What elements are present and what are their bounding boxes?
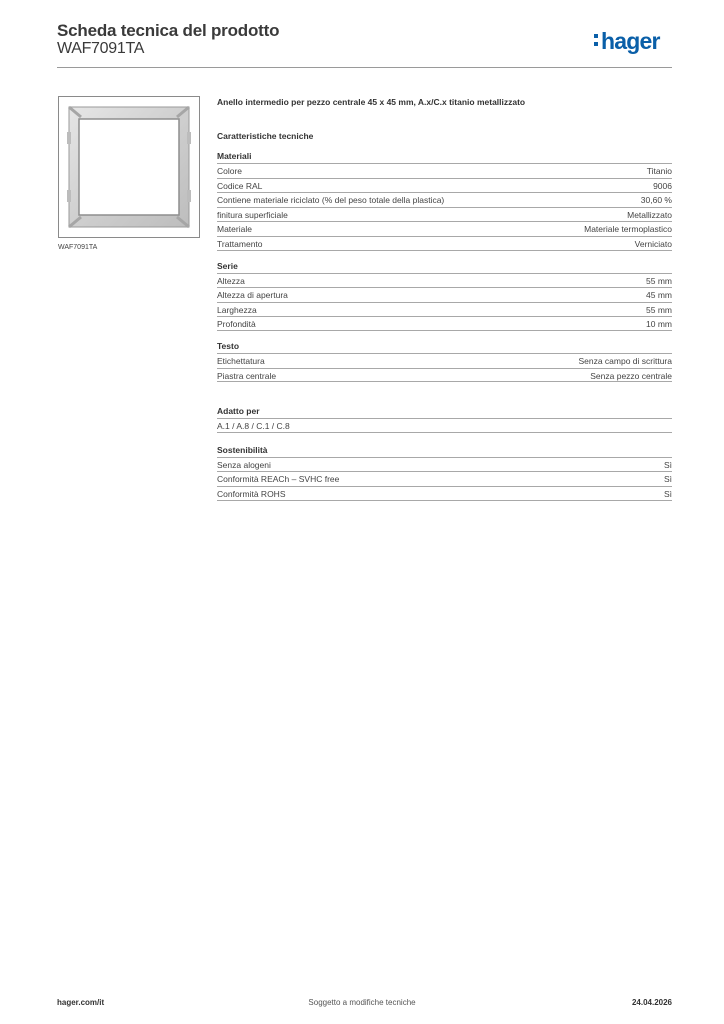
spec-row bbox=[217, 192, 672, 207]
spec-value: 55 mm bbox=[646, 275, 672, 286]
spec-row bbox=[217, 178, 672, 193]
spec-value: Senza campo di scrittura bbox=[578, 355, 672, 366]
spec-rows bbox=[217, 163, 672, 251]
spec-group bbox=[217, 404, 672, 433]
footer-note: Soggetto a modifiche tecniche bbox=[308, 998, 416, 1007]
spec-row bbox=[217, 418, 672, 433]
spec-row bbox=[217, 221, 672, 236]
spec-label: A.1 / A.8 / C.1 / C.8 bbox=[217, 421, 290, 432]
group-title: Testo bbox=[217, 340, 240, 351]
spec-row bbox=[217, 273, 672, 288]
group-title: Adatto per bbox=[217, 406, 260, 417]
spec-value: Senza pezzo centrale bbox=[590, 370, 672, 381]
spec-label: Codice RAL bbox=[217, 180, 263, 191]
spec-label: Altezza bbox=[217, 275, 245, 286]
spec-row bbox=[217, 287, 672, 302]
spec-row bbox=[217, 236, 672, 251]
spec-value: 45 mm bbox=[646, 290, 672, 301]
spec-label: Senza alogeni bbox=[217, 459, 271, 470]
spec-row bbox=[217, 457, 672, 472]
spec-group bbox=[217, 149, 672, 251]
spec-value: Sì bbox=[663, 474, 672, 485]
spec-value: Sì bbox=[663, 459, 672, 470]
spec-label: Contiene materiale riciclato (% del peso totale della plastica) bbox=[217, 195, 445, 206]
spec-row bbox=[217, 302, 672, 317]
product-description: Anello intermedio per pezzo centrale 45 x 45 mm, A.x/C.x titanio metallizzato bbox=[217, 97, 526, 107]
spec-label: Profondità bbox=[217, 319, 256, 330]
spec-label: Altezza di apertura bbox=[217, 290, 288, 301]
hager-logo bbox=[594, 28, 660, 55]
spec-row bbox=[217, 207, 672, 222]
footer-website[interactable]: hager.com/it bbox=[57, 998, 105, 1007]
spec-row bbox=[217, 353, 672, 368]
spec-value: 10 mm bbox=[646, 319, 672, 330]
spec-group bbox=[217, 259, 672, 331]
spec-value: Verniciato bbox=[634, 238, 672, 249]
spec-groups bbox=[217, 149, 672, 501]
section-label: Caratteristiche tecniche bbox=[217, 131, 314, 141]
group-title: Materiali bbox=[217, 151, 252, 161]
spec-row bbox=[217, 368, 672, 383]
spec-row bbox=[217, 471, 672, 486]
spec-value: 55 mm bbox=[646, 304, 672, 315]
spec-row bbox=[217, 486, 672, 501]
spec-rows bbox=[217, 457, 672, 501]
spec-rows bbox=[217, 353, 672, 382]
footer-date: 24.04.2026 bbox=[631, 998, 672, 1007]
spec-label: Conformità ROHS bbox=[217, 488, 286, 499]
spec-label: finitura superficiale bbox=[217, 209, 288, 220]
spec-value: Metallizzato bbox=[627, 209, 672, 220]
product-code: WAF7091TA bbox=[57, 40, 145, 57]
group-title: Serie bbox=[217, 260, 238, 271]
product-image bbox=[58, 96, 200, 238]
frame-ring-illustration bbox=[59, 97, 199, 237]
spec-label: Materiale bbox=[217, 224, 252, 235]
spec-group bbox=[217, 443, 672, 501]
spec-label: Piastra centrale bbox=[217, 370, 277, 381]
spec-value: 30,60 % bbox=[640, 195, 672, 206]
spec-label: Colore bbox=[217, 166, 243, 176]
spec-group bbox=[217, 339, 672, 382]
spec-row bbox=[217, 316, 672, 331]
group-title: Sostenibilità bbox=[217, 444, 268, 455]
image-caption: WAF7091TA bbox=[58, 244, 98, 251]
spec-label: Etichettatura bbox=[217, 355, 265, 366]
spec-label: Larghezza bbox=[217, 304, 257, 315]
logo-dots-icon bbox=[594, 28, 600, 50]
spec-content bbox=[217, 96, 672, 501]
document-title: Scheda tecnica del prodotto bbox=[57, 21, 280, 40]
spec-label: Conformità REACh – SVHC free bbox=[217, 474, 340, 485]
spec-value: Sì bbox=[663, 488, 672, 499]
spec-value: 9006 bbox=[653, 180, 672, 191]
spec-rows bbox=[217, 418, 672, 433]
spec-row bbox=[217, 163, 672, 178]
spec-label: Trattamento bbox=[217, 238, 263, 249]
header-divider bbox=[57, 67, 672, 68]
logo-text: hager bbox=[601, 28, 660, 54]
spec-value: Materiale termoplastico bbox=[584, 224, 672, 235]
spec-rows bbox=[217, 273, 672, 331]
spec-value: Titanio bbox=[646, 166, 672, 176]
